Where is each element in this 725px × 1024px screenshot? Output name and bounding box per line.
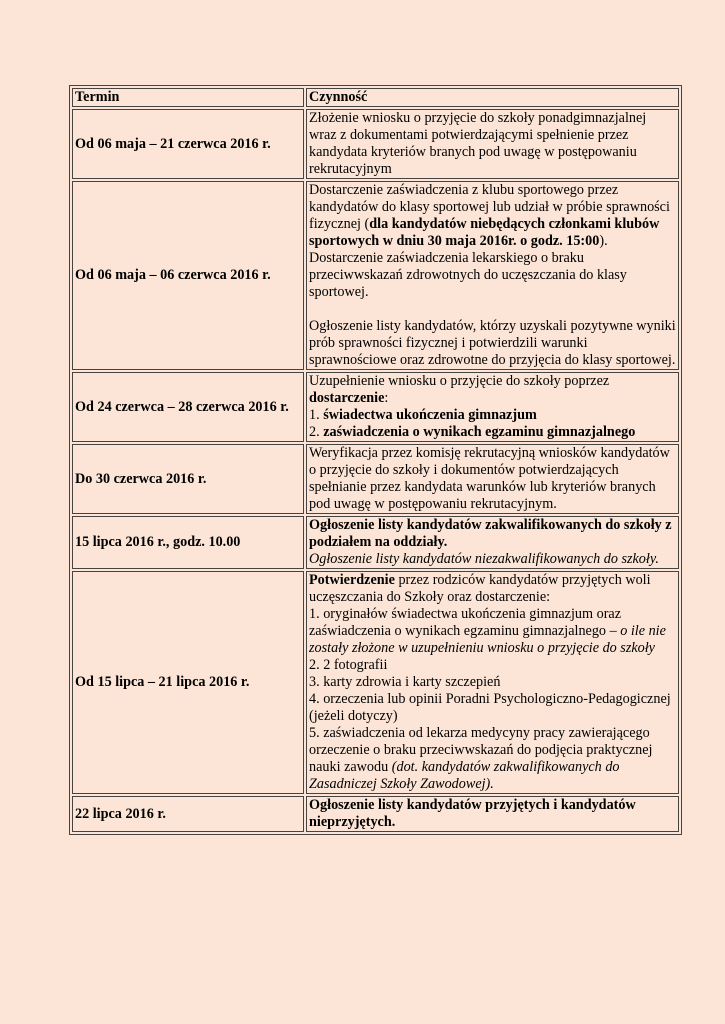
action-text: przez rodziców kandydatów przyjętych woli uczęszczania do Szkoły oraz dostarczenie: — [309, 572, 651, 605]
table-row — [72, 181, 679, 370]
list-item: 2. 2 fotografii — [309, 657, 388, 673]
table-row — [72, 571, 679, 794]
action-text-italic: Ogłoszenie listy kandydatów niezakwalifikowanych do szkoły. — [309, 551, 659, 567]
list-item-text: świadectwa ukończenia gimnazjum — [323, 407, 537, 423]
table-row — [72, 796, 679, 832]
action-cell — [306, 181, 679, 370]
schedule-table — [69, 85, 682, 835]
action-text-end: ). — [599, 233, 608, 249]
term-cell: Od 06 maja – 21 czerwca 2016 r. — [72, 109, 304, 179]
list-item-number: 1. — [309, 407, 324, 423]
term-cell: Od 15 lipca – 21 lipca 2016 r. — [72, 571, 304, 794]
term-cell: 15 lipca 2016 r., godz. 10.00 — [72, 516, 304, 569]
action-cell — [306, 796, 679, 832]
list-item — [309, 407, 676, 424]
action-cell — [306, 109, 679, 179]
action-text-end: : — [384, 390, 389, 406]
list-item — [309, 424, 676, 441]
action-text-2: Dostarczenie zaświadczenia lekarskiego o braku przeciwwskazań zdrowotnych do uczęszczania do klasy sportowej. — [309, 250, 627, 300]
action-cell — [306, 444, 679, 514]
table-row — [72, 109, 679, 179]
action-cell — [306, 571, 679, 794]
term-cell: 22 lipca 2016 r. — [72, 796, 304, 832]
term-cell: Od 24 czerwca – 28 czerwca 2016 r. — [72, 372, 304, 442]
action-text: Weryfikacja przez komisję rekrutacyjną wniosków kandydatów o przyjęcie do szkoły i dokumentów potwierdzających spełnianie przez kandydata warunków lub kryteriów branych pod uwagę w postępowaniu rekrutacyjnym. — [309, 445, 670, 512]
action-text-3: Ogłoszenie listy kandydatów, którzy uzyskali pozytywne wyniki prób sprawności fizycznej i potwierdzili warunki sprawnościowe oraz zdrowotne do przyjęcia do klasy sportowej. — [309, 318, 676, 368]
table-row — [72, 516, 679, 569]
action-cell — [306, 372, 679, 442]
action-text-bold: Potwierdzenie — [309, 572, 395, 588]
paragraph-gap — [309, 301, 676, 318]
term-cell: Do 30 czerwca 2016 r. — [72, 444, 304, 514]
action-text-bold: Ogłoszenie listy kandydatów zakwalifikowanych do szkoły z podziałem na oddziały. — [309, 517, 672, 550]
list-item-note: o ile nie zostały złożone w uzupełnieniu wniosku o przyjęcie do szkoły — [309, 623, 666, 656]
list-item: 4. orzeczenia lub opinii Poradni Psychologiczno-Pedagogicznej (jeżeli dotyczy) — [309, 691, 671, 724]
table-row — [72, 444, 679, 514]
action-text-bold: dla kandydatów niebędących członkami klubów sportowych w dniu 30 maja 2016r. o godz. 15:00 — [309, 216, 660, 249]
list-item-text: 5. zaświadczenia od lekarza medycyny pracy zawierającego orzeczenie o braku przeciwwskazań do podjęcia praktycznej nauki zawodu — [309, 725, 653, 775]
list-item-text: zaświadczenia o wynikach egzaminu gimnazjalnego — [323, 424, 636, 440]
table-row — [72, 372, 679, 442]
action-text: Dostarczenie zaświadczenia z klubu sportowego przez kandydatów do klasy sportowej lub udział w próbie sprawności fizycznej ( — [309, 182, 670, 232]
action-cell — [306, 516, 679, 569]
action-text-bold: Ogłoszenie listy kandydatów przyjętych i kandydatów nieprzyjętych. — [309, 797, 636, 830]
action-text-bold: dostarczenie — [309, 390, 385, 406]
list-item-text: 1. oryginałów świadectwa ukończenia gimnazjum oraz zaświadczenia o wynikach egzaminu gimnazjalnego – — [309, 606, 622, 639]
table-header-row — [72, 88, 679, 107]
list-item-number: 2. — [309, 424, 324, 440]
header-term: Termin — [72, 88, 304, 107]
action-text: Złożenie wniosku o przyjęcie do szkoły ponadgimnazjalnej wraz z dokumentami potwierdzającymi spełnienie przez kandydata kryteriów branych pod uwagę w postępowaniu rekrutacyjnym — [309, 110, 647, 177]
term-cell: Od 06 maja – 06 czerwca 2016 r. — [72, 181, 304, 370]
list-item: 3. karty zdrowia i karty szczepień — [309, 674, 501, 690]
action-text: Uzupełnienie wniosku o przyjęcie do szkoły poprzez — [309, 373, 610, 389]
list-item — [309, 725, 676, 793]
header-action: Czynność — [306, 88, 679, 107]
list-item-note: (dot. kandydatów zakwalifikowanych do Zasadniczej Szkoły Zawodowej). — [309, 759, 620, 792]
list-item — [309, 606, 676, 657]
